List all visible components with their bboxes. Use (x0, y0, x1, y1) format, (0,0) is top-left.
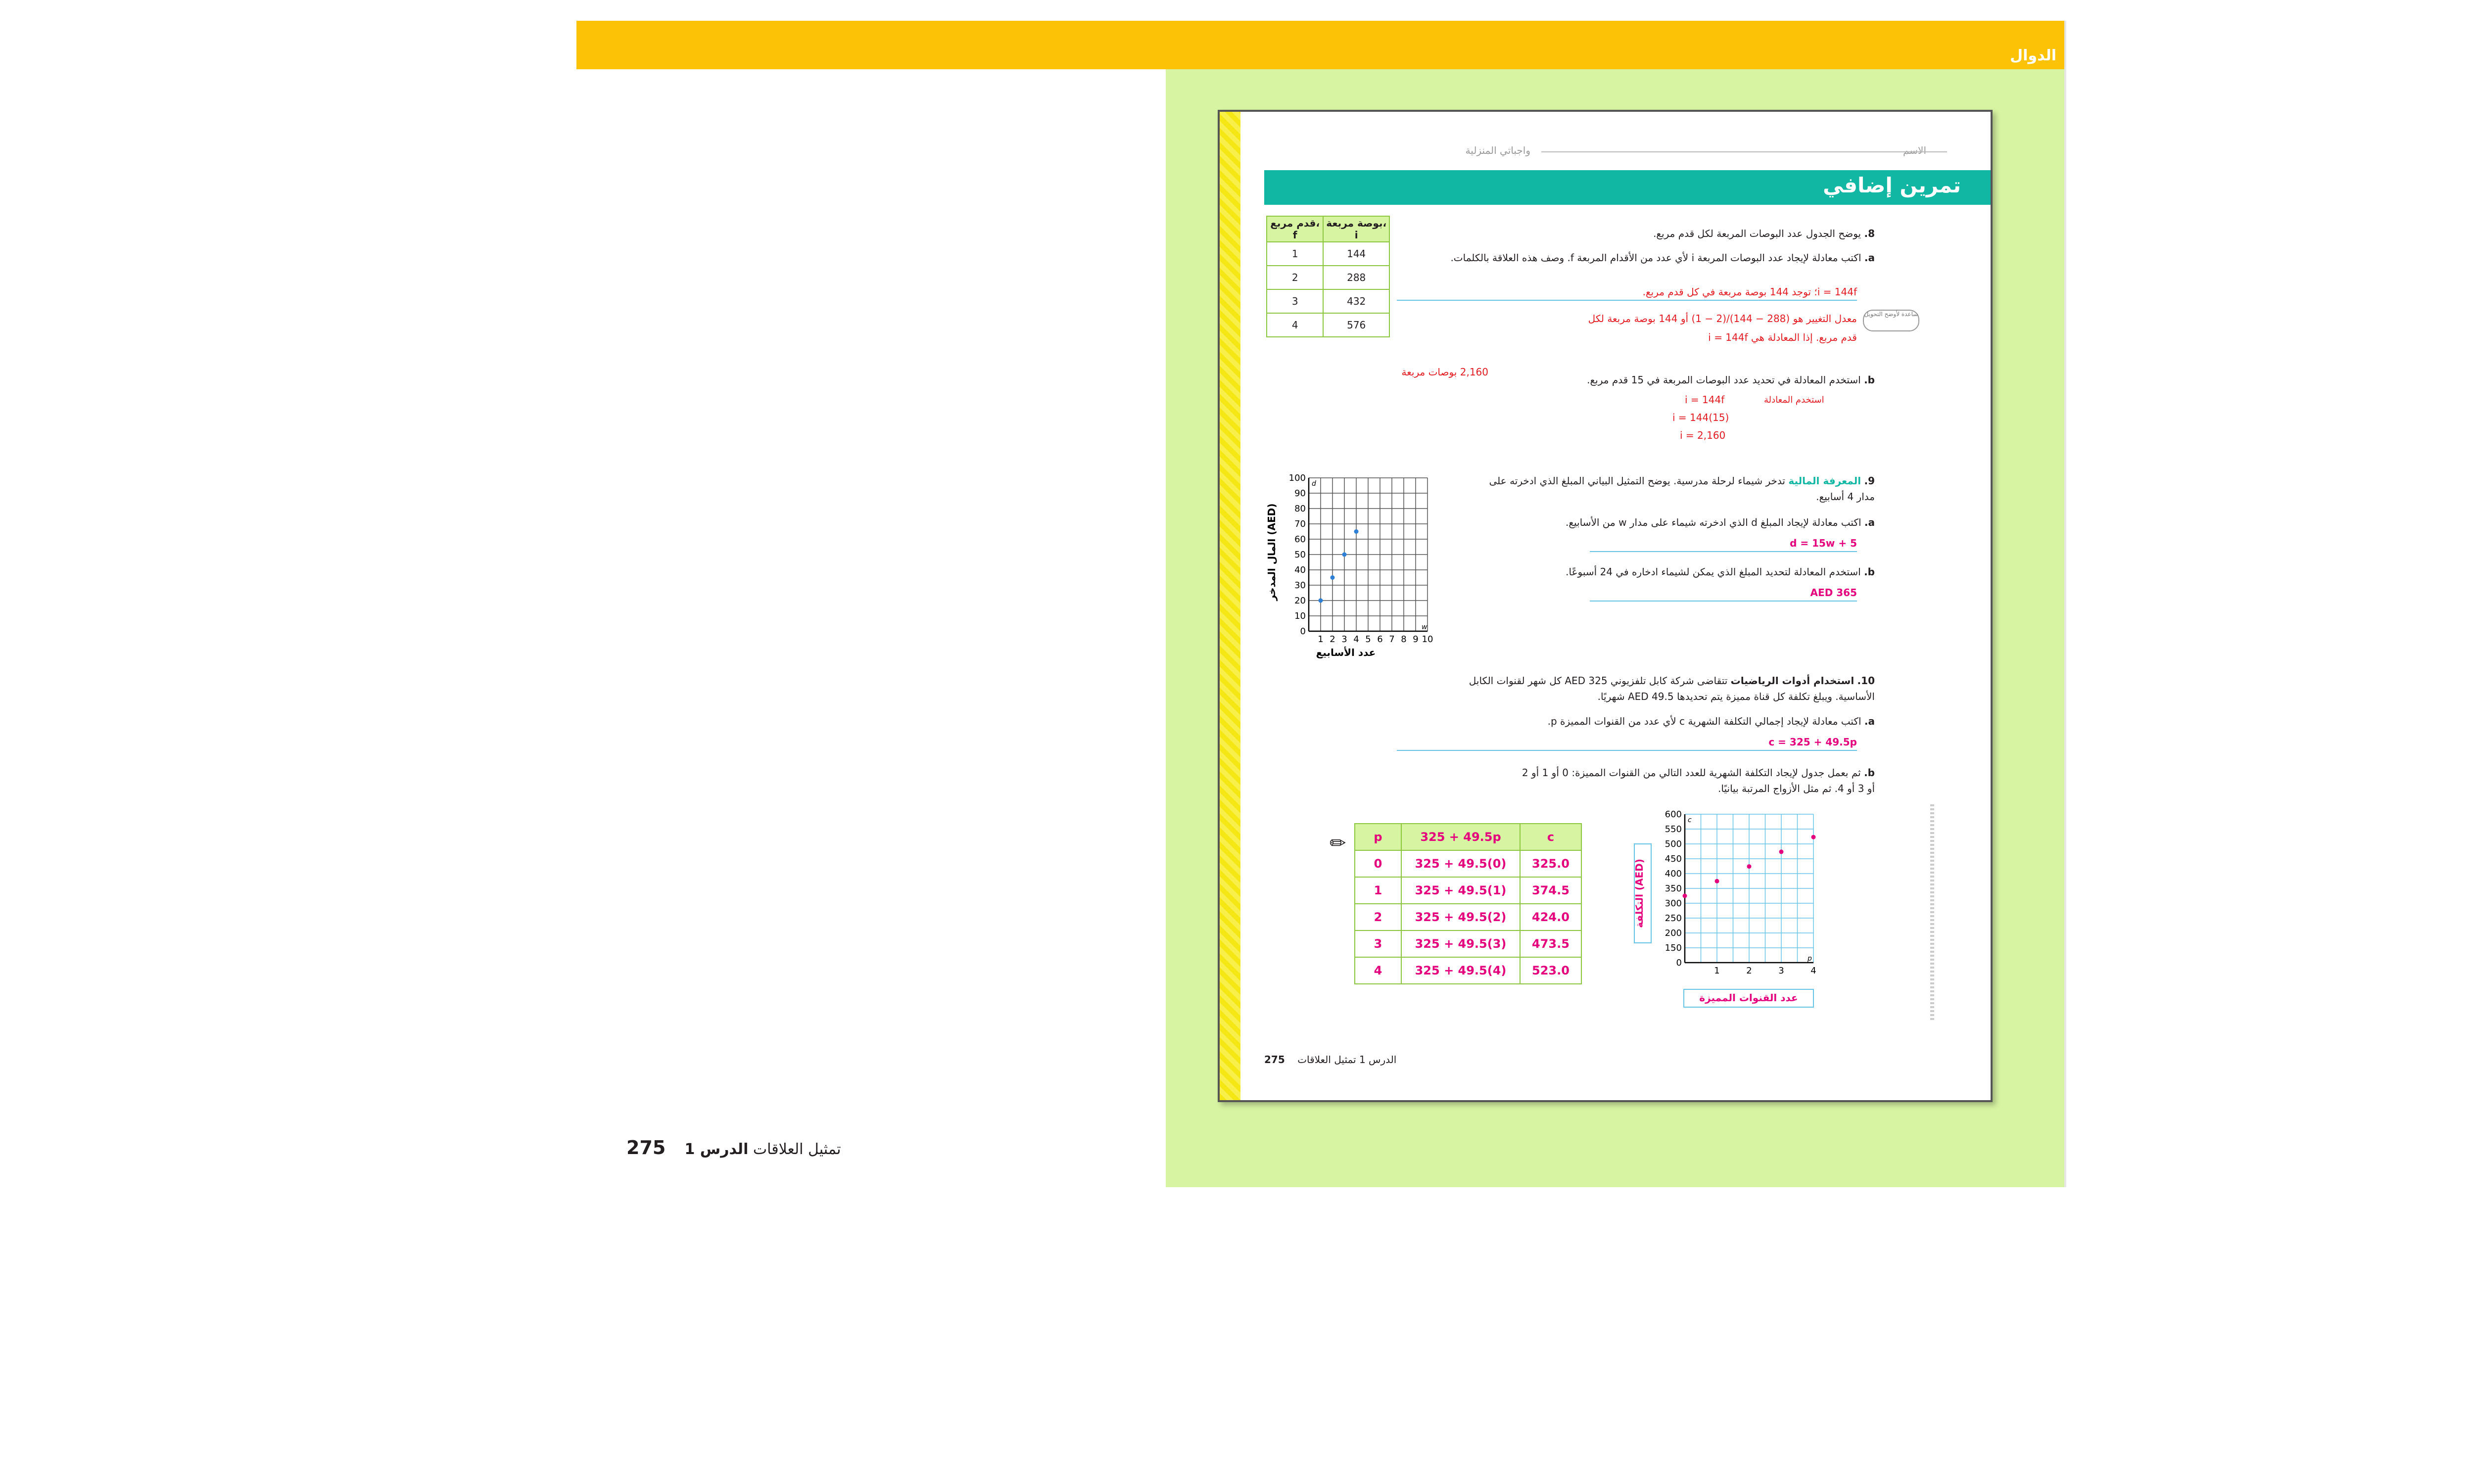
y-tick-label: 40 (1294, 565, 1306, 575)
y-axis-variable: c (1688, 816, 1692, 824)
x-tick-label: 4 (1353, 634, 1359, 645)
q8b-answer: 2,160 بوصات مربعة (1401, 366, 1488, 378)
data-point (1683, 894, 1687, 898)
x-tick-label: 1 (1714, 966, 1720, 976)
q9-number: 9. (1864, 475, 1875, 487)
y-tick-label: 300 (1665, 898, 1682, 909)
pencil-icon: ✏ (1330, 832, 1346, 855)
q8-header-i: بوصة مربعة، i (1323, 216, 1389, 242)
footer (626, 1137, 841, 1159)
x-tick-label: 2 (1330, 634, 1335, 645)
q8b-text: استخدم المعادلة في تحديد عدد البوصات المربعة في 15 قدم مربع. (1587, 374, 1861, 386)
y-tick-label: 100 (1288, 473, 1306, 483)
x-tick-label: 3 (1778, 966, 1784, 976)
q8a-explanation: معدل التغيير هو (288 − 144)/(2 − 1) أو 144 بوصة مربعة لكل (1588, 313, 1857, 325)
q10-plot-area (1665, 809, 1816, 976)
x-tick-label: 9 (1413, 634, 1419, 645)
q9b-label: b. (1864, 566, 1875, 578)
q10-number: 10. (1857, 675, 1875, 687)
data-point (1354, 529, 1359, 534)
q10-cell: 1 (1355, 877, 1401, 904)
y-tick-label: 90 (1294, 488, 1306, 499)
q10b-prompt (1519, 765, 1875, 796)
y-tick-label: 400 (1665, 869, 1682, 879)
q9b-prompt (1489, 566, 1875, 578)
q10a-prompt (1429, 715, 1875, 727)
q10-cell: 325.0 (1520, 850, 1581, 877)
q10-cell: 3 (1355, 930, 1401, 957)
worksheet-page (1218, 110, 1993, 1102)
q8-cell: 1 (1267, 242, 1323, 266)
q10b-text: ثم بعمل جدول لإيجاد التكلفة الشهرية للعدد التالي من القنوات المميزة: 0 أو 1 أو 2 أو 3 أو 4. ثم مثل الأزواج المرتبة بيانيًا. (1522, 767, 1875, 794)
q10-cell: 325 + 49.5(2) (1401, 904, 1520, 930)
y-tick-label: 250 (1665, 913, 1682, 924)
q9a-label: a. (1864, 516, 1875, 528)
decorative-strip (1220, 112, 1240, 1100)
q8a-answer: i = 144f؛ توجد 144 بوصة مربعة في كل قدم مربع. (1397, 286, 1857, 301)
x-tick-label: 10 (1422, 634, 1433, 645)
q8-cell: 4 (1267, 313, 1323, 337)
q9-y-axis-label: المال المدخر (AED) (1266, 503, 1278, 601)
q9b-answer: AED 365 (1590, 587, 1857, 602)
data-point (1811, 835, 1816, 839)
q10-cell: 325 + 49.5(0) (1401, 850, 1520, 877)
q8-table (1266, 216, 1390, 337)
q10-cell: 4 (1355, 957, 1401, 984)
q10a-answer: c = 325 + 49.5p (1397, 736, 1857, 751)
q8b-work-2: i = 144(15) (1672, 412, 1729, 423)
q8-cell: 144 (1323, 242, 1389, 266)
name-label: الاسم (1903, 144, 1926, 156)
q9-x-axis-label: عدد الأسابيع (1316, 647, 1376, 658)
q10-cell: 2 (1355, 904, 1401, 930)
q9-plot-area (1289, 473, 1433, 645)
q8b-work-1: i = 144f (1685, 394, 1725, 406)
x-tick-label: 1 (1318, 634, 1324, 645)
q10-header-p: p (1355, 824, 1401, 850)
q8b-label: b. (1864, 374, 1875, 386)
page-footer (1264, 1054, 1396, 1066)
q8a-text: اكتب معادلة لإيجاد عدد البوصات المربعة i لأي عدد من الأقدام المربعة f. وصف هذه العلاقة بالكلمات. (1450, 252, 1861, 264)
y-tick-label: 0 (1676, 958, 1682, 968)
y-tick-label: 50 (1294, 550, 1306, 560)
q10-table (1354, 823, 1582, 984)
q8-text: يوضح الجدول عدد البوصات المربعة لكل قدم مربع. (1653, 228, 1861, 239)
data-point (1331, 575, 1335, 580)
q10-cell: 0 (1355, 850, 1401, 877)
data-point (1319, 599, 1323, 603)
y-tick-label: 200 (1665, 928, 1682, 938)
y-tick-label: 60 (1294, 534, 1306, 545)
q10a-label: a. (1864, 715, 1875, 727)
x-tick-label: 5 (1365, 634, 1371, 645)
q10-header-expr: 325 + 49.5p (1401, 824, 1520, 850)
q8a-prompt (1449, 250, 1875, 265)
q8b-work-note: استخدم المعادلة (1764, 395, 1824, 405)
q10-cell: 424.0 (1520, 904, 1581, 930)
q8-number: 8. (1864, 228, 1875, 239)
y-tick-label: 150 (1665, 943, 1682, 953)
q8-cell: 3 (1267, 289, 1323, 313)
data-point (1747, 864, 1752, 869)
data-point (1715, 879, 1719, 883)
q8-cell: 288 (1323, 266, 1389, 289)
q10-text: تتقاضى شركة كابل تلفزيوني AED 325 كل شهر لقنوات الكابل الأساسية. ويبلغ تكلفة كل قناة مميزة يتم تحديدها AED 49.5 شهريًا. (1469, 675, 1875, 702)
q9-graph (1264, 473, 1433, 661)
q10b-label: b. (1864, 767, 1875, 779)
y-tick-label: 30 (1294, 580, 1306, 591)
q8-prompt (1429, 228, 1875, 239)
y-tick-label: 10 (1294, 611, 1306, 621)
y-tick-label: 600 (1665, 809, 1682, 820)
q8b-prompt (1449, 374, 1875, 386)
x-tick-label: 4 (1810, 966, 1816, 976)
y-axis-variable: d (1312, 480, 1316, 488)
footer-lesson-rest: تمثيل العلاقات (753, 1141, 841, 1158)
hint-bubble: ساعدة لأوضح التحويل (1863, 310, 1919, 331)
q8b-work-3: i = 2,160 (1680, 429, 1726, 441)
x-tick-label: 6 (1377, 634, 1383, 645)
q10-x-axis-label: عدد القنوات المميزة (1699, 992, 1798, 1004)
q10-y-axis-label: التكلفة (AED) (1633, 859, 1645, 928)
q8-cell: 2 (1267, 266, 1323, 289)
x-tick-label: 2 (1746, 966, 1752, 976)
q9a-prompt (1489, 516, 1875, 528)
data-point (1779, 849, 1784, 854)
name-line (1541, 151, 1947, 152)
y-tick-label: 0 (1300, 626, 1306, 637)
banner-title: تمرين إضافي (1823, 173, 1961, 197)
q10-cell: 325 + 49.5(3) (1401, 930, 1520, 957)
x-axis-variable: w (1422, 623, 1427, 631)
q10-topic: استخدام أدوات الرياضيات (1730, 675, 1855, 687)
q10-header-c: c (1520, 824, 1581, 850)
q10-cell: 473.5 (1520, 930, 1581, 957)
y-tick-label: 80 (1294, 504, 1306, 514)
q10-cell: 523.0 (1520, 957, 1581, 984)
chapter-title: الدوال (2010, 47, 2056, 64)
y-tick-label: 500 (1665, 839, 1682, 849)
q8a-explanation-2: قدم مربع. إذا المعادلة هي i = 144f (1708, 331, 1857, 343)
q9-topic: المعرفة المالية (1788, 475, 1861, 487)
q10-prompt (1429, 673, 1875, 704)
x-tick-label: 7 (1389, 634, 1395, 645)
y-tick-label: 70 (1294, 519, 1306, 529)
q10-graph (1630, 804, 1838, 1012)
y-tick-label: 20 (1294, 596, 1306, 606)
q10-cell: 325 + 49.5(4) (1401, 957, 1520, 984)
q9-text: تدخر شيماء لرحلة مدرسية. يوضح التمثيل البياني المبلغ الذي ادخرته على مدار 4 أسابيع. (1489, 475, 1875, 503)
footer-lesson-bold: الدرس 1 (684, 1141, 749, 1158)
data-point (1342, 553, 1347, 557)
q8-header-f: قدم مربع، f (1267, 216, 1323, 242)
y-tick-label: 450 (1665, 854, 1682, 864)
class-label: واجباتي المنزلية (1465, 144, 1530, 156)
q8-cell: 432 (1323, 289, 1389, 313)
q10-cell: 325 + 49.5(1) (1401, 877, 1520, 904)
footer-page-number: 275 (626, 1137, 666, 1159)
page-footer-number: 275 (1264, 1054, 1285, 1066)
chapter-header-bar (576, 21, 2064, 69)
y-tick-label: 550 (1665, 824, 1682, 835)
q10-cell: 374.5 (1520, 877, 1581, 904)
x-axis-variable: p (1808, 955, 1812, 963)
x-tick-label: 8 (1401, 634, 1407, 645)
q9a-answer: d = 15w + 5 (1590, 537, 1857, 552)
q10a-text: اكتب معادلة لإيجاد إجمالي التكلفة الشهرية c لأي عدد من القنوات المميزة p. (1547, 715, 1861, 727)
q9b-text: استخدم المعادلة لتحديد المبلغ الذي يمكن لشيماء ادخاره في 24 أسبوعًا. (1566, 566, 1861, 578)
y-tick-label: 350 (1665, 883, 1682, 894)
q9-prompt (1489, 473, 1875, 505)
page-footer-lesson: الدرس 1 تمثيل العلاقات (1297, 1054, 1397, 1066)
x-tick-label: 3 (1341, 634, 1347, 645)
copyright-vertical-text (1930, 804, 1934, 1022)
q8a-label: a. (1864, 252, 1875, 264)
q9a-text: اكتب معادلة لإيجاد المبلغ d الذي ادخرته شيماء على مدار w من الأسابيع. (1566, 516, 1861, 528)
q8-cell: 576 (1323, 313, 1389, 337)
